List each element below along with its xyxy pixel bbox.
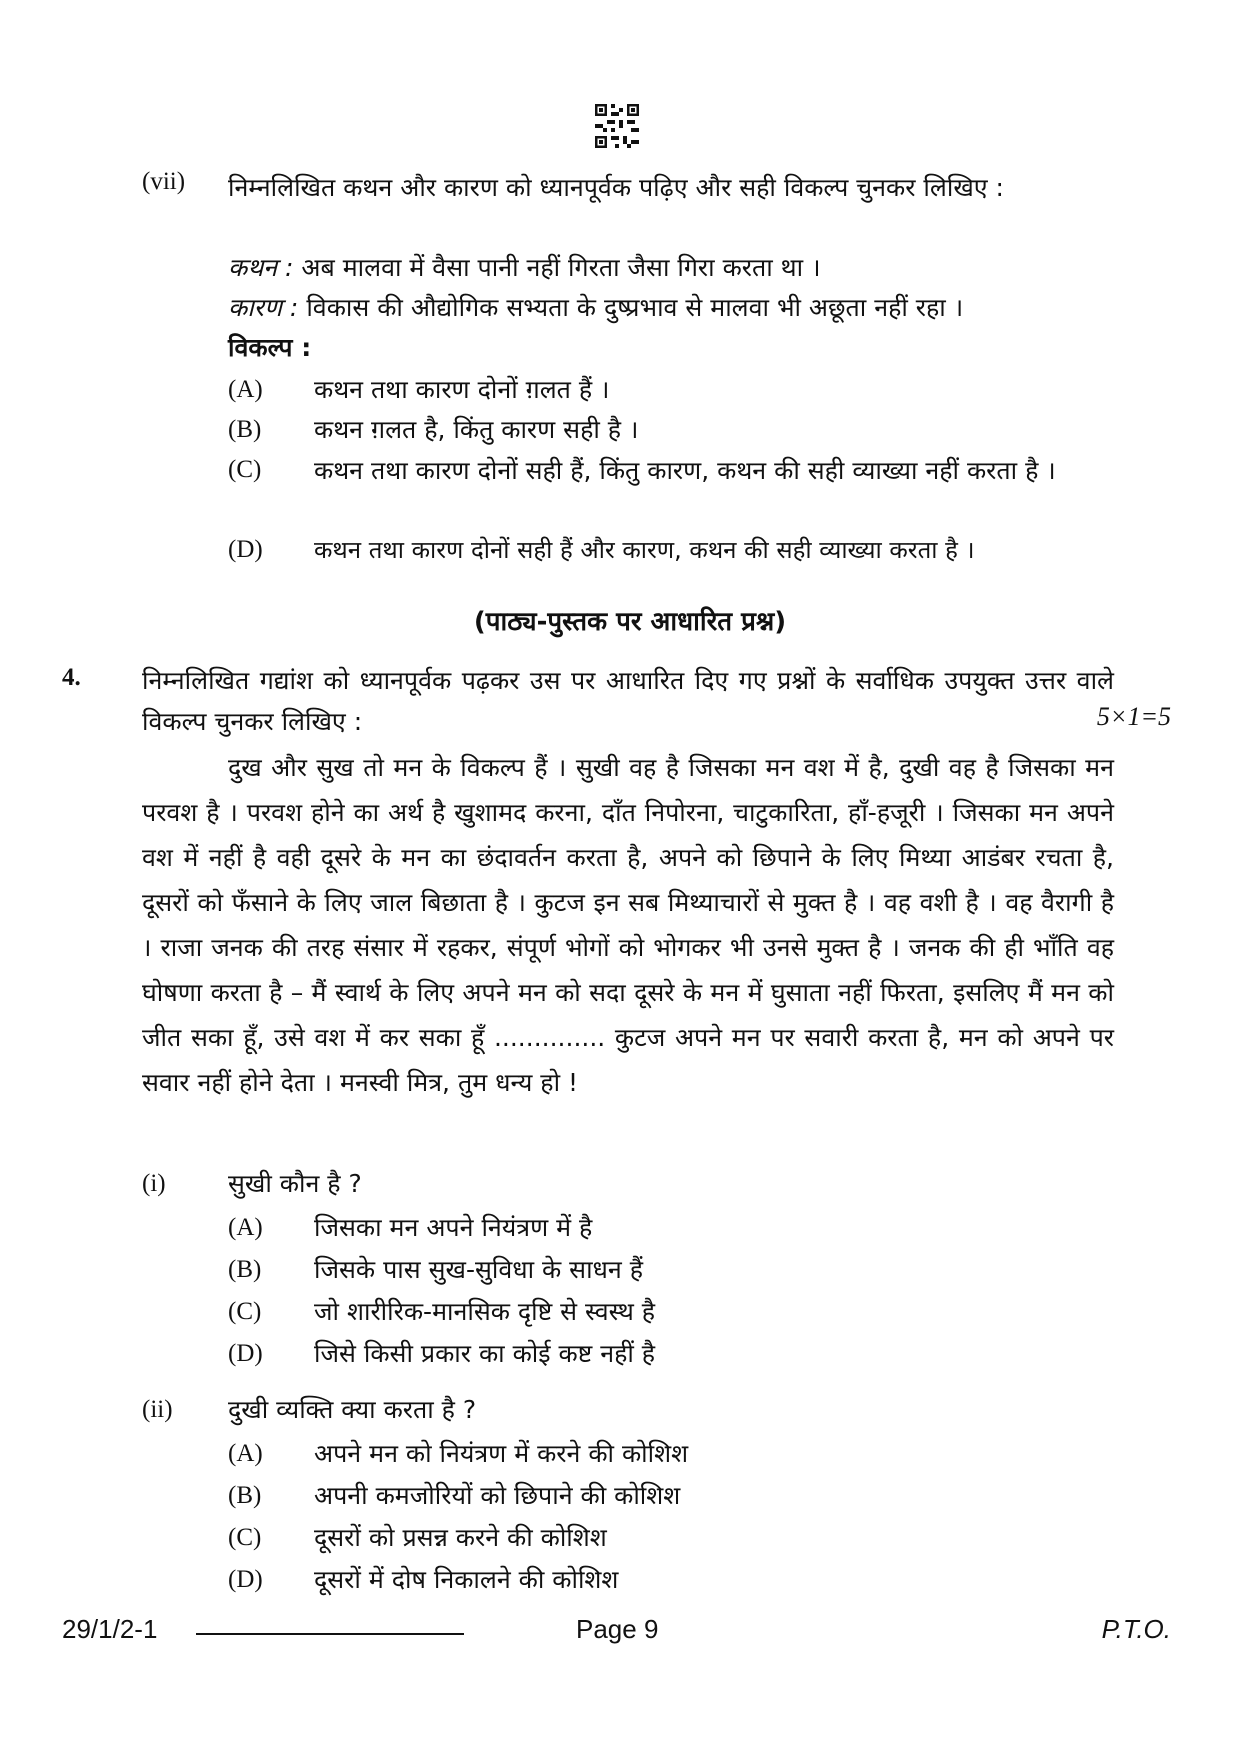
option-letter: (A) [228,1214,263,1241]
option-text: दूसरों को प्रसन्न करने की कोशिश [314,1523,607,1552]
option-letter: (B) [228,416,262,443]
option-letter: (B) [228,1256,262,1283]
option-letter: (D) [228,536,263,563]
option-d[interactable] [228,1562,1128,1602]
option-text: अपने मन को नियंत्रण में करने की कोशिश [314,1439,689,1468]
subquestion-number-ii: (ii) [142,1396,173,1423]
option-b[interactable] [228,412,1128,452]
subquestion-text: दुखी व्यक्ति क्या करता है ? [228,1395,477,1424]
option-a[interactable] [228,1436,1128,1476]
option-text: कथन तथा कारण दोनों सही हैं और कारण, कथन की सही व्याख्या करता है । [314,536,975,564]
page-number: Page 9 [576,1614,659,1644]
subquestion-number-i: (i) [142,1170,166,1197]
option-text: जिसके पास सुख-सुविधा के साधन हैं [314,1255,644,1284]
option-c[interactable] [228,1294,1128,1334]
question-number-vii: (vii) [142,168,186,195]
reason-label: कारण : [228,293,299,322]
option-text: जो शारीरिक-मानसिक दृष्टि से स्वस्थ है [314,1297,656,1326]
option-letter: (B) [228,1482,262,1509]
assertion-line [228,250,1128,286]
options-label: विकल्प : [228,333,312,362]
option-c[interactable] [228,452,1128,532]
assertion-label: कथन : [228,253,294,282]
option-text: कथन ग़लत है, किंतु कारण सही है । [314,415,639,444]
passage: दुख और सुख तो मन के विकल्प हैं । सुखी वह है जिसका मन वश में है, दुखी वह है जिसका मन परवश है । परवश होने का अर्थ है खुशामद करना, दाँत निपोरना, चाटुकारिता, हाँ-हजूरी । जिसका मन अपने वश में नहीं है वही दूसरे के मन का छंदावर्तन करता है, अपने को छिपाने के लिए मिथ्या आडंबर रचता है, दूसरों को फँसाने के लिए जाल बिछाता है । कुटज इन सब मिथ्याचारों से मुक्त है । वह वशी है । वह वैरागी है । राजा जनक की तरह संसार में रहकर, संपूर्ण भोगों को भोगकर भी उनसे मुक्त है । जनक की ही भाँति वह घोषणा करता है – मैं स्वार्थ के लिए अपने मन को सदा दूसरे के मन में घुसाता नहीं फिरता, इसलिए मैं मन को जीत सका हूँ, उसे वश में कर सका हूँ .............. कुटज अपने मन पर सवारी करता है, मन को अपने पर सवार नहीं होने देता । मनस्वी मित्र, तुम धन्य हो ! [142,753,1114,1097]
option-c[interactable] [228,1520,1128,1560]
option-b[interactable] [228,1478,1128,1518]
subquestion-text: सुखी कौन है ? [228,1169,362,1198]
option-letter: (D) [228,1566,263,1593]
reason-text: विकास की औद्योगिक सभ्यता के दुष्प्रभाव से मालवा भी अछूता नहीं रहा । [306,293,964,322]
option-a[interactable] [228,1210,1128,1250]
option-d[interactable] [228,532,1128,572]
question-instruction: निम्नलिखित कथन और कारण को ध्यानपूर्वक पढ़िए और सही विकल्प चुनकर लिखिए : [228,173,1004,202]
option-letter: (C) [228,1524,262,1551]
option-text: जिसका मन अपने नियंत्रण में है [314,1213,593,1242]
option-letter: (C) [228,1298,262,1325]
marks-allocation: 5×1=5 [1096,702,1171,731]
option-text: अपनी कमजोरियों को छिपाने की कोशिश [314,1481,681,1510]
option-text: कथन तथा कारण दोनों ग़लत हैं । [314,375,610,404]
assertion-text: अब मालवा में वैसा पानी नहीं गिरता जैसा गिरा करता था । [301,253,821,282]
option-d[interactable] [228,1336,1128,1376]
option-text: दूसरों में दोष निकालने की कोशिश [314,1565,619,1594]
option-b[interactable] [228,1252,1128,1292]
option-text: कथन तथा कारण दोनों सही हैं, किंतु कारण, कथन की सही व्याख्या नहीं करता है । [314,456,1056,485]
paper-code: 29/1/2-1 [62,1614,158,1644]
pto-label: P.T.O. [1101,1614,1171,1644]
qr-code-icon [595,104,639,148]
question-number-4: 4. [62,664,81,691]
option-a[interactable] [228,372,1128,412]
option-letter: (A) [228,1440,263,1467]
option-letter: (A) [228,376,263,403]
reason-line [228,290,1128,326]
option-letter: (D) [228,1340,263,1367]
option-text: जिसे किसी प्रकार का कोई कष्ट नहीं है [314,1339,656,1368]
footer-divider [196,1633,464,1635]
question-4-instruction: निम्नलिखित गद्यांश को ध्यानपूर्वक पढ़कर उस पर आधारित दिए गए प्रश्नों के सर्वाधिक उपयुक्त उत्तर वाले विकल्प चुनकर लिखिए : [142,666,1114,736]
section-heading: (पाठ्य-पुस्तक पर आधारित प्रश्न) [473,607,787,637]
option-letter: (C) [228,456,262,483]
